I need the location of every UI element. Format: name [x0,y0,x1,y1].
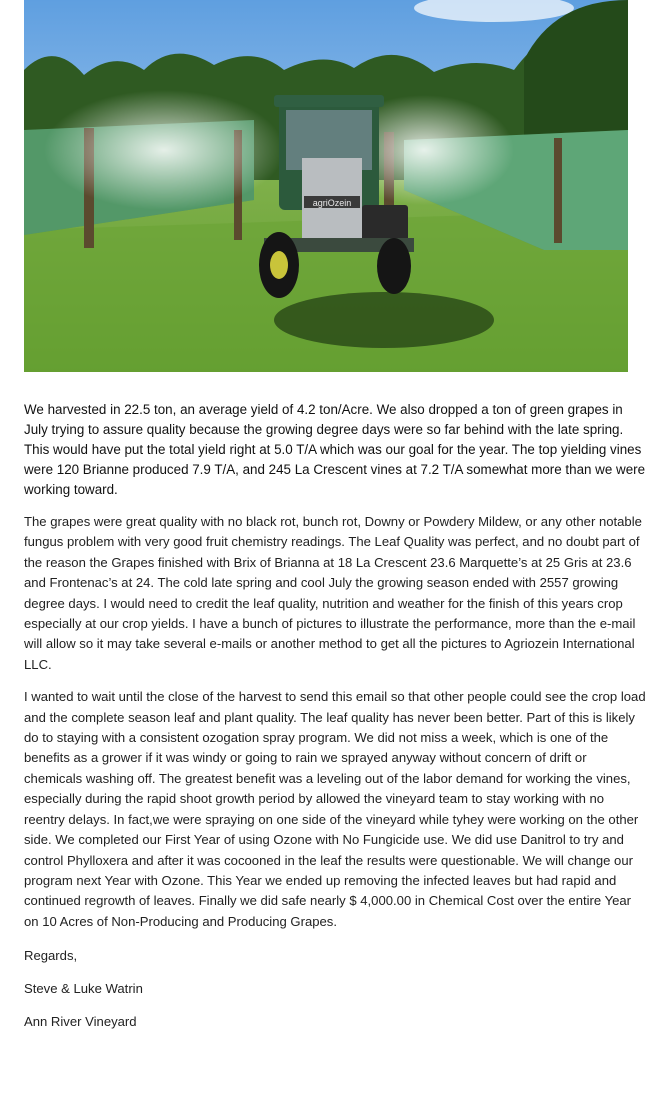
paragraph-harvest-yield: We harvested in 22.5 ton, an average yield of 4.2 ton/Acre. We also dropped a ton of green grapes in July trying to assure quality because the growing degree days were so far behind with the late spring. This would have put the total yield right at 5.0 T/A which was our goal for the year. The top yielding vines were 120 Brianne produced 7.9 T/A, and 245 La Crescent vines at 7.2 T/A somewhat more than we were working toward. [24,402,646,497]
paragraph-ozone-program: I wanted to wait until the close of the harvest to send this email so that other people could see the crop load and the complete season leaf and plant quality. The leaf quality has never been better. Part of this is likely do to staying with a consistent ozogation spray program. We did not miss a week, which is one of the benefits as a grower if it was windy or going to rain we sprayed anyway without concern of drift or chemicals washing off. The greatest benefit was a leveling out of the labor demand for working the vines, especially during the rapid shoot growth period by allowed the vineyard team to stay working with no reentry delays. In fact,we were spraying on one side of the vineyard while tyhey were working on the other side. We completed our First Year of using Ozone with No Fungicide use. We did use Danitrol to try and control Phylloxera and after it was cocooned in the leaf the results were questionable. We will change our program next Year with Ozone. This Year we ended up removing the infected leaves but had rapid and continued regrowth of leaves. Finally we did safe nearly $ 4,000.00 in Chemical Cost over the entire Year on 10 Acres of Non-Producing and Producing Grapes. [24,689,646,929]
sprayer-brand-label: agriOzein [312,198,352,208]
letter-organization: Ann River Vineyard [24,1014,137,1030]
letter-signature: Steve & Luke Watrin [24,981,143,997]
vineyard-sprayer-photo [24,0,628,372]
paragraph-grape-quality: The grapes were great quality with no black rot, bunch rot, Downy or Powdery Mildew, or any other notable fungus problem with very good fruit chemistry readings. The Leaf Quality was perfect, and no doubt part of the reason the Grapes finished with Brix of Brianna at 18 La Crescent 23.6 Marquette’s at 25 Gris at 23.6 and Frontenac’s at 24. The cold late spring and cool July the growing season ended with 2557 growing degree days. I would need to credit the leaf quality, nutrition and weather for the finish of this years crop especially at our crop yields. I have a bunch of pictures to illustrate the performance, more than the e-mail will allow so it may take several e-mails or another method to get all the pictures to Agriozein International LLC. [24,514,642,672]
letter-closing: Regards, [24,948,78,964]
tractor-spraying-vineyard-illustration [24,0,628,372]
testimonial-letter [24,400,646,1032]
